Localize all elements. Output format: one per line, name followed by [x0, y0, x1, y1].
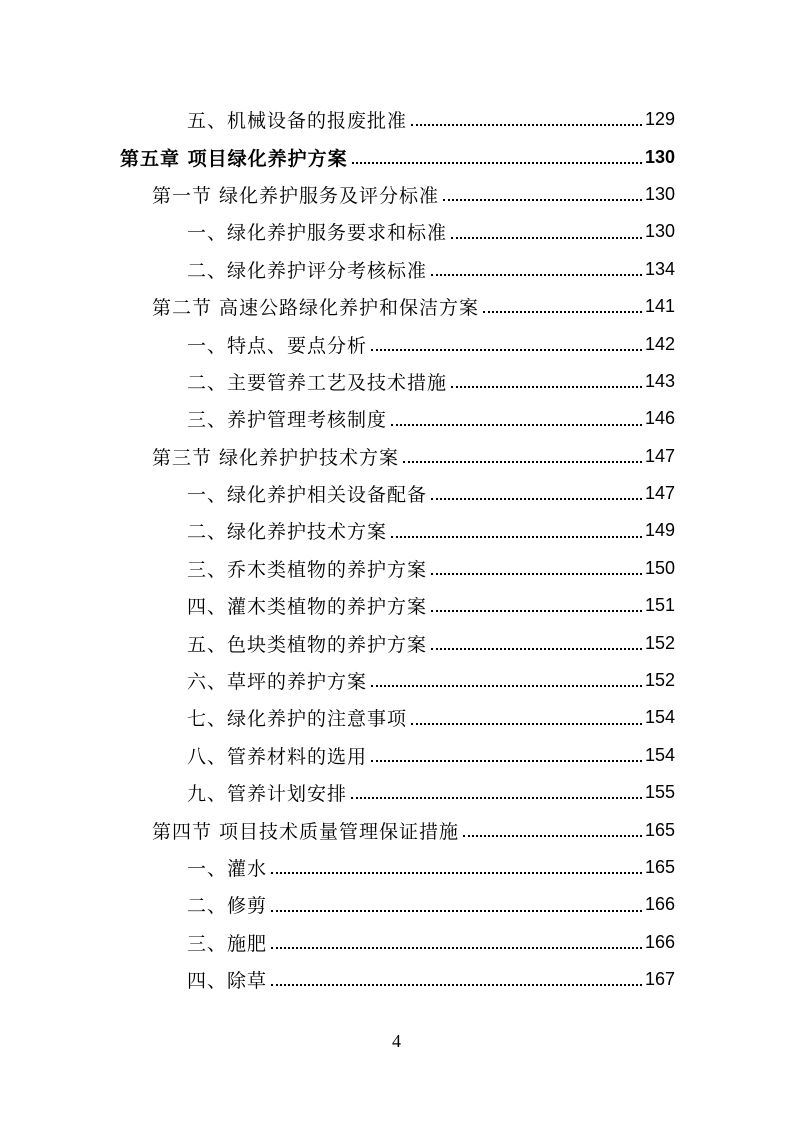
toc-entry-label: 一、绿化养护服务要求和标准 — [187, 222, 448, 245]
toc-entry-page: 154 — [644, 707, 675, 728]
toc-entry-section[interactable] — [152, 176, 675, 213]
toc-entry-page: 129 — [644, 109, 675, 130]
toc-entry-page: 146 — [644, 408, 675, 429]
dot-leader — [271, 946, 642, 949]
toc-entry-page: 166 — [644, 894, 675, 915]
dot-leader — [403, 460, 642, 463]
toc-entry-label: 第五章 项目绿化养护方案 — [120, 147, 348, 170]
dot-leader — [371, 684, 642, 687]
toc-entry-label: 三、乔木类植物的养护方案 — [187, 558, 428, 581]
dot-leader — [431, 572, 642, 575]
dot-leader — [391, 535, 642, 538]
dot-leader — [431, 609, 642, 612]
toc-entry-item[interactable] — [187, 587, 675, 624]
toc-entry-label: 第一节 绿化养护服务及评分标准 — [152, 184, 440, 207]
toc-entry-section[interactable] — [152, 438, 675, 475]
toc-entry-item[interactable] — [187, 475, 675, 512]
toc-entry-item[interactable] — [187, 849, 675, 886]
toc-entry-page: 147 — [644, 445, 675, 466]
toc-entry-page: 165 — [644, 857, 675, 877]
toc-entry-item[interactable] — [187, 774, 675, 811]
toc-entry-item[interactable] — [187, 662, 675, 699]
toc-entry-label: 九、管养计划安排 — [187, 783, 348, 806]
dot-leader — [451, 385, 642, 388]
toc-entry-item[interactable] — [187, 400, 675, 437]
toc-entry-page: 143 — [644, 370, 675, 391]
toc-entry-item[interactable] — [187, 213, 675, 250]
toc-entry-chapter[interactable] — [120, 138, 675, 175]
toc-entry-section[interactable] — [152, 288, 675, 325]
toc-entry-item[interactable] — [187, 699, 675, 736]
toc-entry-item[interactable] — [187, 886, 675, 923]
toc-entry-page: 167 — [644, 969, 675, 990]
toc-entry-label: 二、绿化养护技术方案 — [187, 521, 388, 544]
toc-entry-page: 134 — [644, 258, 675, 279]
toc-entry-page: 152 — [644, 632, 675, 653]
dot-leader — [443, 198, 642, 201]
dot-leader — [391, 423, 642, 426]
toc-entry-page: 151 — [644, 595, 675, 616]
dot-leader — [371, 348, 642, 351]
toc-entry-label: 一、灌水 — [187, 858, 268, 880]
toc-entry-item[interactable] — [187, 737, 675, 774]
toc-entry-page: 155 — [644, 782, 675, 803]
toc-entry-page: 147 — [644, 483, 675, 504]
dot-leader — [411, 722, 642, 725]
toc-entry-page: 149 — [644, 520, 675, 541]
toc-entry-item[interactable] — [187, 325, 675, 362]
toc-entry-label: 四、灌木类植物的养护方案 — [187, 596, 428, 619]
dot-leader — [352, 161, 642, 164]
toc-entry-label: 四、除草 — [187, 970, 268, 993]
toc-entry-item[interactable] — [187, 961, 675, 998]
toc-entry-label: 二、修剪 — [187, 895, 268, 918]
toc-entry-page: 154 — [644, 744, 675, 765]
table-of-contents — [0, 101, 793, 998]
dot-leader — [463, 834, 642, 837]
toc-entry-item[interactable] — [187, 512, 675, 549]
toc-entry-page: 142 — [644, 333, 675, 354]
toc-entry-page: 130 — [644, 146, 675, 167]
toc-entry-item[interactable] — [187, 624, 675, 661]
toc-entry-page: 130 — [644, 221, 675, 242]
toc-entry-label: 八、管养材料的选用 — [187, 745, 368, 768]
dot-leader — [451, 236, 642, 239]
toc-entry-item[interactable] — [187, 251, 675, 288]
toc-entry-label: 三、养护管理考核制度 — [187, 409, 388, 432]
toc-entry-item[interactable] — [187, 101, 675, 138]
toc-entry-item[interactable] — [187, 363, 675, 400]
dot-leader — [431, 497, 642, 500]
toc-entry-item[interactable] — [187, 550, 675, 587]
toc-entry-label: 一、特点、要点分析 — [187, 334, 368, 357]
toc-entry-page: 152 — [644, 670, 675, 691]
toc-entry-page: 165 — [644, 819, 675, 840]
toc-entry-label: 六、草坪的养护方案 — [187, 671, 368, 694]
toc-entry-page: 166 — [644, 931, 675, 952]
toc-entry-label: 二、主要管养工艺及技术措施 — [187, 371, 448, 394]
dot-leader — [271, 983, 642, 986]
toc-entry-label: 第四节 项目技术质量管理保证措施 — [152, 820, 460, 843]
toc-entry-label: 五、色块类植物的养护方案 — [187, 633, 428, 656]
toc-entry-page: 150 — [644, 557, 675, 578]
toc-entry-label: 第三节 绿化养护护技术方案 — [152, 446, 400, 469]
page-number: 4 — [392, 1031, 401, 1051]
dot-leader — [431, 273, 642, 276]
toc-entry-label: 三、施肥 — [187, 932, 268, 955]
dot-leader — [371, 759, 642, 762]
toc-entry-label: 一、绿化养护相关设备配备 — [187, 484, 428, 507]
dot-leader — [483, 310, 642, 313]
dot-leader — [271, 871, 642, 874]
toc-entry-label: 七、绿化养护的注意事项 — [187, 708, 408, 731]
toc-entry-page: 141 — [644, 296, 675, 317]
dot-leader — [411, 123, 642, 126]
dot-leader — [271, 909, 642, 912]
dot-leader — [431, 647, 642, 650]
toc-entry-page: 130 — [644, 183, 675, 204]
toc-entry-label: 五、机械设备的报废批准 — [187, 110, 408, 133]
toc-entry-label: 二、绿化养护评分考核标准 — [187, 259, 428, 282]
toc-entry-item[interactable] — [187, 924, 675, 961]
dot-leader — [351, 796, 642, 799]
toc-entry-label: 第二节 高速公路绿化养护和保洁方案 — [152, 297, 480, 320]
toc-entry-section[interactable] — [152, 811, 675, 848]
